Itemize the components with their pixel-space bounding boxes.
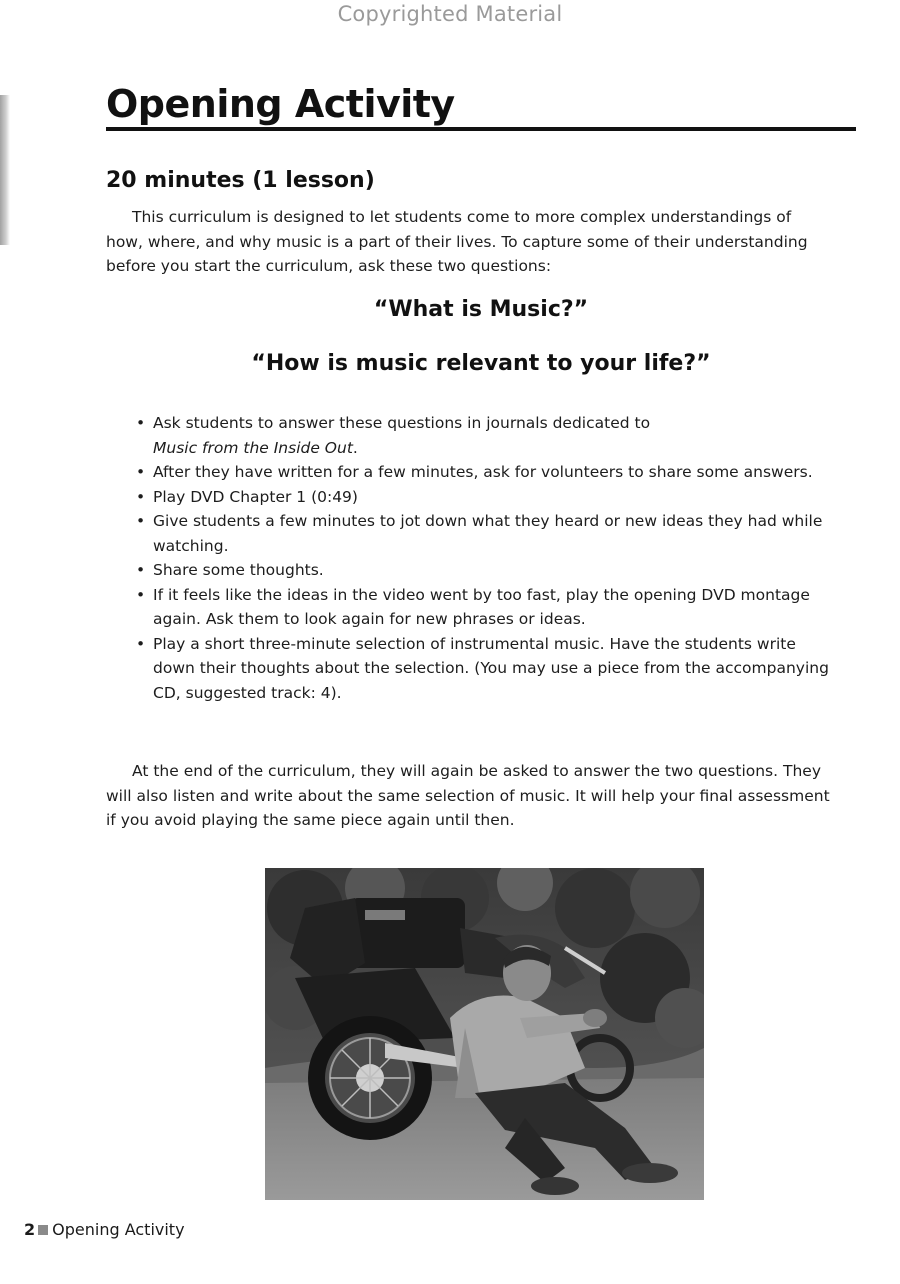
footer-section-title: Opening Activity [52, 1220, 185, 1239]
bullet-dot: • [136, 634, 146, 653]
bullet-dot: • [136, 414, 146, 432]
copyright-watermark: Copyrighted Material [337, 2, 563, 26]
intro-paragraph: This curriculum is designed to let students come to more complex understandings of how, where, and why music is a part of their lives. To capture some of their understanding before you start the curriculum, ask these two questions: [106, 208, 808, 275]
page-heading: Opening Activity [106, 82, 455, 126]
list-item-text: After they have written for a few minutes, ask for volunteers to share some answers. [153, 463, 813, 481]
list-item-italic-title: Music from the Inside Out [153, 438, 353, 457]
page-number: 2 [24, 1220, 36, 1239]
duration-subheading: 20 minutes (1 lesson) [106, 168, 375, 193]
page-footer [24, 1220, 185, 1239]
list-item [136, 411, 836, 460]
list-item [136, 485, 836, 510]
list-item [136, 632, 836, 706]
page-edge-shadow [0, 95, 10, 245]
bullet-dot: • [136, 585, 146, 604]
bullet-dot: • [136, 561, 146, 579]
photo-illustration [265, 868, 704, 1200]
photo-man-with-motorcycle [265, 868, 704, 1200]
list-item-text: Share some thoughts. [153, 561, 324, 579]
list-item-text: Play a short three-minute selection of instrumental music. Have the students write down their thoughts about the selection. (You may use a piece from the accompanying CD, suggested track: 4). [153, 634, 829, 702]
bullet-dot: • [136, 463, 146, 481]
list-item [136, 583, 836, 632]
list-item [136, 460, 836, 485]
list-item-text: Ask students to answer these questions in journals dedicated to [153, 414, 651, 432]
question-what-is-music: “What is Music?” [373, 297, 589, 322]
list-item-suffix: . [352, 438, 358, 457]
list-item-text: If it feels like the ideas in the video went by too fast, play the opening DVD montage again. Ask them to look again for new phrases or ideas. [153, 585, 810, 628]
activity-steps-list [136, 411, 836, 705]
list-item [136, 509, 836, 558]
closing-paragraph: At the end of the curriculum, they will again be asked to answer the two questions. They will also listen and write about the same selection of music. It will help your final assessment if you avoid playing the same piece again until then. [106, 762, 830, 829]
list-item-text: Give students a few minutes to jot down what they heard or new ideas they had while watching. [153, 512, 823, 555]
bullet-dot: • [136, 487, 146, 506]
heading-underline [106, 127, 856, 131]
bullet-dot: • [136, 512, 146, 530]
footer-square-icon [38, 1225, 48, 1235]
list-item-text: Play DVD Chapter 1 (0:49) [153, 487, 358, 506]
question-music-relevance: “How is music relevant to your life?” [251, 351, 711, 376]
list-item [136, 558, 836, 583]
heading-block [106, 82, 856, 134]
